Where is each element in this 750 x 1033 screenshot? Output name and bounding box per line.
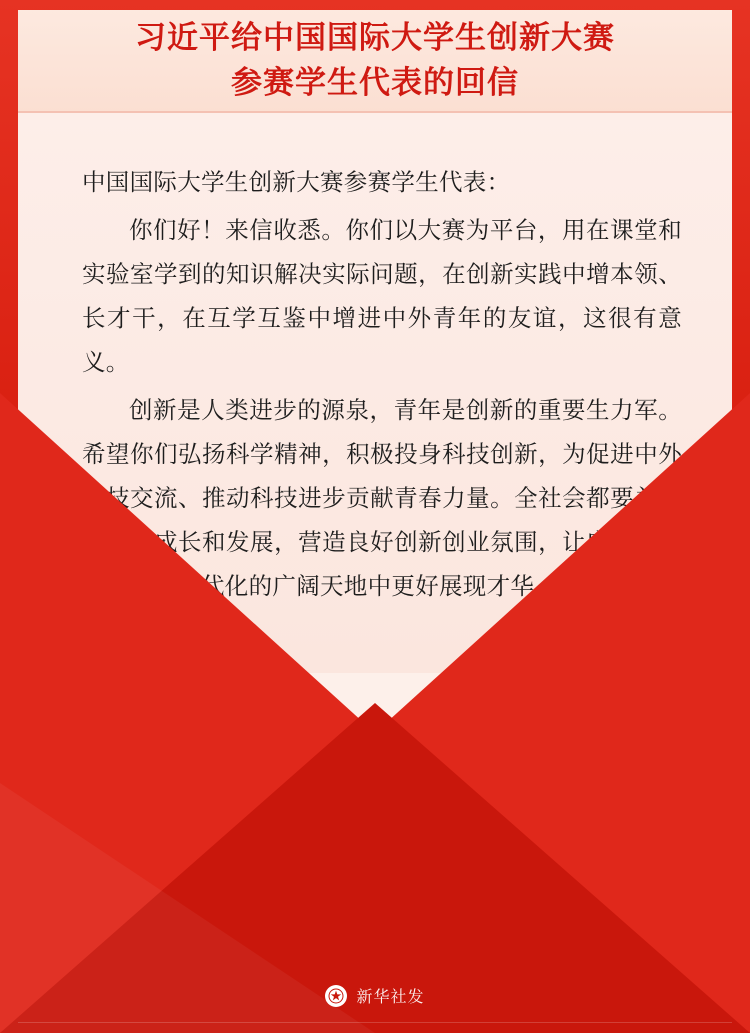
frame-bottom-edge	[18, 1022, 732, 1023]
letter-body	[82, 160, 682, 612]
page-title	[18, 16, 732, 106]
signature-name: 习近平	[516, 656, 672, 710]
letter-signature-block	[82, 655, 682, 759]
letter-salutation: 中国国际大学生创新大赛参赛学生代表：	[82, 168, 511, 196]
footer-credit	[0, 984, 750, 1007]
signature-date: 2024年10月16日	[467, 724, 670, 753]
page-title-line-2: 参赛学生代表的回信	[231, 65, 519, 101]
footer-credit-label: 新华社发	[356, 987, 425, 1006]
xinhua-emblem-icon	[325, 985, 347, 1007]
letter-paragraph-1: 你们好！来信收悉。你们以大赛为平台，用在课堂和实验室学到的知识解决实际问题，在创新实践中增本领、长才干，在互学互鉴中增进中外青年的友谊，这很有意义。	[82, 216, 682, 376]
page-title-line-1: 习近平给中国国际大学生创新大赛	[135, 20, 615, 56]
letter-paragraph-2: 创新是人类进步的源泉，青年是创新的重要生力军。希望你们弘扬科学精神，积极投身科技创新，为促进中外科技交流、推动科技进步贡献青春力量。全社会都要关心青年的成长和发展，营造良好创新创业氛围，让广大青年在中国式现代化的广阔天地中更好展现才华。	[82, 396, 682, 600]
